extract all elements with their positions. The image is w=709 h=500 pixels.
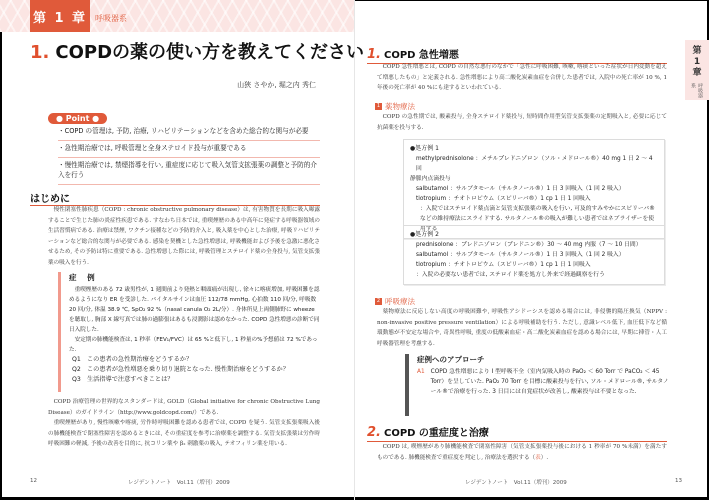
point-list xyxy=(58,124,320,185)
journal-footer-right: レジデントノート Vol.11（増刊）2009 xyxy=(465,480,567,486)
case-question: Q1 この患者の急性期治療をどうするか？ xyxy=(72,356,193,363)
acute-exacerbation-text: COPD 急性増悪とは, COPD の自然な悪行のなかで「急性に呼吸困難, 咳嗽, 喀痰といった症状が日内変動を超えて増悪したもの」と定義される. 急性増悪により高二酸化炭素血症を合併した患者では, 入院中の死亡率が 10 %, 1 年後の死亡率が 40 %にも達するといわれている. xyxy=(377,64,667,91)
approach-title: 症例へのアプローチ xyxy=(417,355,485,364)
prescription-line: prednisolone ：プレドニゾロン（プレドニン®）30 ～ 40 mg 内服（7 ～ 10 日間） xyxy=(416,242,642,248)
right-page xyxy=(355,0,709,500)
table-reference-link[interactable]: 表 xyxy=(535,454,541,461)
chapter-badge: 第 1 章 xyxy=(30,0,90,32)
intro-text: 慢性閉塞性肺疾患（COPD : chronic obstructive pulmonary disease）は, 有害物質を長期に吸入曝露することで生じた肺の炎症性疾患である. すなわち日本では, 重喫煙歴のある中高年に発症する呼吸器領域の生活習慣病である. 治療は禁煙, ワクチン接種などの予防的介入と, 吸入薬を中心とした治療, 呼吸リハビリテーションなど総合的な関与が必要である. 感染を契機とした急性増悪は, 呼吸機能および予後を急激に悪化させるため, その予防は特に重要である. 急性増悪した際には, 呼吸管理とステロイド薬の全身投与, 気管支拡張薬の吸入を行う. xyxy=(48,207,320,266)
prescription-line: salbutamol ：サルブタモール（サルタノール®）1 日 3 回吸入（1 回 2 吸入） xyxy=(416,252,625,258)
prescription-box-1 xyxy=(403,139,665,239)
approach-answer xyxy=(417,367,670,397)
point-item: ・慢性期治療では, 禁煙指導を行い, 重症度に応じて吸入気管支拡張薬の調整と予防的介入を行う xyxy=(58,158,320,185)
drug-therapy-text: COPD の急性期では, 酸素投与, 全身ステロイド薬投与, 短時間作用型気管支拡張薬の定期吸入と, 必要に応じて抗菌薬を投与する. xyxy=(377,114,667,131)
case-text-2: 安定期の肺機能検査は, 1 秒率（FEV₁/FVC）は 65 %と低下し, 1 秒量の%予想値は 72 %であった. xyxy=(69,337,318,353)
article-title-text: COPDの薬の使い方を教えてください xyxy=(55,42,365,63)
point-item: ・COPD の管理は, 予防, 治療, リハビリテーションなどを含めた総合的な関与が必要 xyxy=(58,124,320,141)
journal-footer-left: レジデントノート Vol.11（増刊）2009 xyxy=(128,480,230,486)
prescription-note: ：入院ではステロイド薬点滴と気管支拡張薬の吸入を行い, 可及的すみやかにスピリーバ®などの維持療法にスライドする. サルタノール®の吸入が難しい患者ではネブライザーを使用する xyxy=(420,206,655,232)
prescription-line: tiotropium ：チオトロピウム（スピリーバ®）1 cp 1 日 1 回吸入 xyxy=(416,196,591,202)
prescription-note: ：入院の必要ない患者では, ステロイド薬を処方し外来で経過観察を行う xyxy=(416,272,605,278)
authors: 山狹 さやか, 堀之内 秀仁 xyxy=(237,81,316,89)
case-box xyxy=(58,272,320,392)
prescription-line: 静脈内点滴投与 xyxy=(410,176,451,182)
drug-therapy-heading: 1 薬物療法 xyxy=(376,102,415,111)
intro-heading: はじめに xyxy=(30,190,320,206)
case-approach-box xyxy=(405,354,670,416)
severity-text: COPD は, 喫煙歴があり肺機能検査で閉塞性障害（気管支拡張薬投与後における 1 秒率が 70 %未満）を満たすものである. 肺機能検査で重症度を判定し, 治療法を選択する（表）. xyxy=(377,444,667,461)
section-heading-severity: 2. COPD の重症度と治療 xyxy=(367,424,667,442)
treatment-text: 重喫煙歴があり, 慢性咳嗽や喀痰, 労作時呼吸困難を認める患者では, COPD を疑う. 気管支拡張薬吸入後の肺機能検査で閉塞性障害を認めるときには, その重症度を参考に治療薬を調整する. 気管支拡張薬は労作時呼吸困難の軽減, 予後の改善を目的に, 抗コリン薬や β₂ 刺激薬の吸入, テオフィリン薬を用いる. xyxy=(48,420,320,447)
prescription-box-2 xyxy=(403,225,665,285)
respiratory-therapy-text: 薬物療法に反応しない高度の呼吸困難や, 呼吸性アシドーシスを認める場合には, 非侵襲的陽圧換気（NPPV : non-invasive positive pressure ventilation）による呼吸補助を行う. ただし, 意識レベル低下, 血圧低下など循環動態が不安定な場合や, 奇異性呼吸, 重度の低酸素血症・高二酸化炭素血症を認める場合には, 早期に挿管・人工呼吸器管理を考慮する. xyxy=(377,309,667,347)
case-question: Q3 生活指導で注意すべきことは？ xyxy=(72,376,174,383)
prescription-line: methylprednisolone ：メチルプレドニゾロン（ソル・メドロール®）40 mg 1 日 2 ～ 4 回 xyxy=(416,156,653,172)
article-title xyxy=(30,38,364,64)
answer-label: A1 xyxy=(417,369,425,375)
section-marker: 1 xyxy=(376,103,381,109)
gold-guideline-text: COPD 治療管理の世界的なスタンダードは, GOLD（Global initiative for chronic Obstructive Lung Disease）のガイドライン（http://www.goldcopd.com/）である. xyxy=(48,399,320,416)
case-text-1: 重喫煙歴のある 72 歳男性が, 1 週間前より発熱と咽頭痛が出現し, 徐々に喀痰増加, 呼吸困難を認めるようになり ER を受診した. バイタルサインは血圧 112/78 mmHg, 心拍数 110 回/分, 呼吸数 20 回/分, 体温 38.9 ℃, SpO₂ 92 %（nasal canula O₂ 2L/分）. 身体所見上両側肺野に wheeze を聴取し, 胸部 X 線写真では肺の過膨張はあるも浸潤影は認めなかった. COPD 急性増悪の診断で同日入院した. xyxy=(69,287,320,333)
page-number-left: 12 xyxy=(30,478,37,484)
prescription-line: salbutamol ：サルブタモール（サルタノール®）1 日 3 回吸入（1 回 2 吸入） xyxy=(416,186,625,192)
case-title: 症 例 xyxy=(69,273,99,282)
chapter-category: 呼吸器系 xyxy=(95,14,127,23)
page-number-right: 13 xyxy=(675,478,682,484)
point-item: ・急性期治療では, 呼吸管理と全身ステロイド投与が重要である xyxy=(58,141,320,158)
case-question: Q2 この患者が急性増悪を乗り切り退院となった. 慢性期治療をどうするか？ xyxy=(72,366,289,373)
chapter-side-tab: 第 1 章 呼吸器系 xyxy=(685,40,709,100)
side-tab-category: 呼吸器系 xyxy=(690,83,703,98)
respiratory-therapy-heading: 2 呼吸療法 xyxy=(376,297,415,306)
article-number: 1. xyxy=(30,42,50,63)
prescription-line: tiotropium ：チオトロピウム（スピリーバ®）1 cp 1 日 1 回吸入 xyxy=(416,262,591,268)
answer-text: COPD 急性増悪により I 型呼吸不全（室内気吸入時の PaO₂ ＜ 60 Torr で PaCO₂ ＜ 45 Torr）を呈していた. PaO₂ 70 Torr を目標に酸素投与を行い, ソル・メドロール®, サルタノール®で治療を行った. 3 日目には自覚症状が改善し, 酸素投与は不要となった. xyxy=(430,369,669,395)
prescription-title: ●処方例 1 xyxy=(410,145,439,152)
section-heading-acute-exacerbation: 1. COPD 急性増悪 xyxy=(367,46,667,64)
prescription-title: ●処方例 2 xyxy=(410,231,439,238)
point-label: ● Point ● xyxy=(48,113,107,124)
section-marker: 2 xyxy=(376,298,381,304)
